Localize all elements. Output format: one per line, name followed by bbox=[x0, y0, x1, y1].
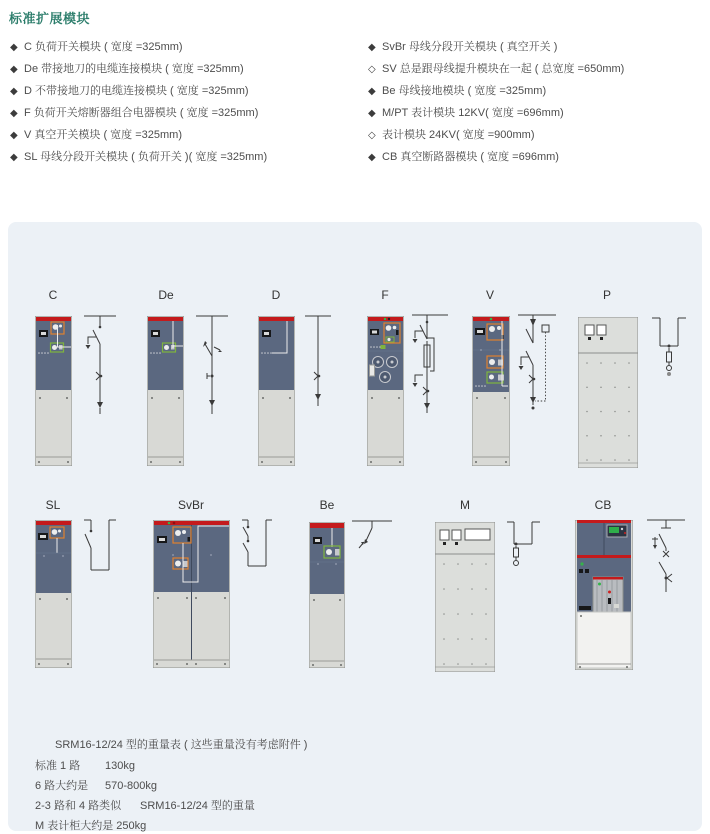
single-line-diagram-M bbox=[505, 520, 543, 570]
module-list-item-left-4 bbox=[10, 124, 360, 146]
cabinet-drawing-M bbox=[435, 522, 495, 672]
module-list-item-text: 表计模块 24KV( 宽度 =900mm) bbox=[382, 129, 535, 141]
cabinet-drawing-F bbox=[367, 316, 404, 466]
module-label-De: De bbox=[158, 288, 174, 302]
module-label-D: D bbox=[271, 288, 281, 302]
diamond-filled-icon: ◆ bbox=[368, 42, 376, 53]
diamond-hollow-icon: ◇ bbox=[368, 130, 376, 141]
diamond-filled-icon: ◆ bbox=[368, 152, 376, 163]
page-title: 标准扩展模块 bbox=[9, 11, 91, 26]
weight-table-line-3-value: SRM16-12/24 型的重量 bbox=[140, 800, 255, 812]
module-list-item-left-5 bbox=[10, 146, 360, 168]
module-list-item-right-3 bbox=[368, 102, 708, 124]
weight-table-line-3: 2-3 路和 4 路类似 bbox=[35, 800, 122, 812]
cabinet-drawing-C bbox=[35, 316, 72, 466]
module-list-item-text: C 负荷开关模块 ( 宽度 =325mm) bbox=[24, 41, 183, 53]
cabinet-drawing-CB bbox=[575, 520, 633, 670]
module-list-item-text: F 负荷开关熔断器组合电器模块 ( 宽度 =325mm) bbox=[24, 107, 259, 119]
single-line-diagram-F bbox=[410, 313, 450, 425]
weight-table-line-4: M 表计柜大约是 250kg bbox=[35, 820, 147, 832]
module-list-item-text: M/PT 表计模块 12KV( 宽度 =696mm) bbox=[382, 107, 564, 119]
module-list-item-text: De 带接地刀的电缆连接模块 ( 宽度 =325mm) bbox=[24, 63, 244, 75]
weight-table-line-2-value: 570-800kg bbox=[105, 780, 157, 792]
module-list-item-left-1 bbox=[10, 58, 360, 80]
module-label-F: F bbox=[381, 288, 389, 302]
module-list-item-left-3 bbox=[10, 102, 360, 124]
diamond-filled-icon: ◆ bbox=[10, 130, 18, 141]
diamond-filled-icon: ◆ bbox=[10, 152, 18, 163]
module-label-C: C bbox=[48, 288, 58, 302]
cabinet-drawing-Be bbox=[309, 522, 345, 668]
cabinet-drawing-V bbox=[472, 316, 510, 466]
diamond-filled-icon: ◆ bbox=[10, 42, 18, 53]
module-list-item-text: SV 总是跟母线提升模块在一起 ( 总宽度 =650mm) bbox=[382, 63, 625, 75]
diamond-filled-icon: ◆ bbox=[368, 108, 376, 119]
diamond-filled-icon: ◆ bbox=[10, 86, 18, 97]
module-label-SL: SL bbox=[45, 498, 61, 512]
single-line-diagram-V bbox=[516, 313, 558, 425]
module-list-item-left-2 bbox=[10, 80, 360, 102]
diamond-filled-icon: ◆ bbox=[10, 108, 18, 119]
diamond-filled-icon: ◆ bbox=[10, 64, 18, 75]
module-list-item-right-5 bbox=[368, 146, 708, 168]
single-line-diagram-SL bbox=[82, 518, 118, 580]
module-list-item-right-0 bbox=[368, 36, 708, 58]
module-list-item-text: Be 母线接地模块 ( 宽度 =325mm) bbox=[382, 85, 547, 97]
cabinet-drawing-P bbox=[578, 317, 638, 468]
module-label-CB: CB bbox=[594, 498, 612, 512]
module-list-item-text: V 真空开关模块 ( 宽度 =325mm) bbox=[24, 129, 182, 141]
cabinet-drawing-SvBr bbox=[153, 520, 230, 668]
cabinet-drawing-D bbox=[258, 316, 295, 466]
module-list-item-text: SvBr 母线分段开关模块 ( 真空开关 ) bbox=[382, 41, 558, 53]
module-list-item-right-1 bbox=[368, 58, 708, 80]
diamond-filled-icon: ◆ bbox=[368, 86, 376, 97]
module-list-right bbox=[368, 36, 708, 168]
module-list-item-text: CB 真空断路器模块 ( 宽度 =696mm) bbox=[382, 151, 559, 163]
single-line-diagram-CB bbox=[645, 518, 687, 596]
single-line-diagram-C bbox=[82, 314, 118, 422]
single-line-diagram-P bbox=[650, 316, 688, 388]
module-list-item-text: SL 母线分段开关模块 ( 负荷开关 )( 宽度 =325mm) bbox=[24, 151, 268, 163]
single-line-diagram-D bbox=[302, 314, 334, 414]
module-list-item-right-2 bbox=[368, 80, 708, 102]
weight-table-line-1: 标准 1 路 bbox=[35, 760, 81, 772]
diagram-panel bbox=[8, 222, 702, 831]
module-label-Be: Be bbox=[319, 498, 335, 512]
weight-table-line-1-value: 130kg bbox=[105, 760, 135, 772]
single-line-diagram-Be bbox=[350, 518, 394, 558]
module-list-item-right-4 bbox=[368, 124, 708, 146]
weight-table-line-0: SRM16-12/24 型的重量表 ( 这些重量没有考虑附件 ) bbox=[55, 739, 308, 751]
module-label-V: V bbox=[485, 288, 495, 302]
module-list-item-text: D 不带接地刀的电缆连接模块 ( 宽度 =325mm) bbox=[24, 85, 249, 97]
module-label-SvBr: SvBr bbox=[177, 498, 205, 512]
module-label-P: P bbox=[602, 288, 612, 302]
diamond-hollow-icon: ◇ bbox=[368, 64, 376, 75]
module-label-M: M bbox=[460, 498, 470, 512]
single-line-diagram-De bbox=[194, 314, 230, 422]
module-list-item-left-0 bbox=[10, 36, 360, 58]
weight-table-line-2: 6 路大约是 bbox=[35, 780, 89, 792]
cabinet-drawing-SL bbox=[35, 520, 72, 668]
module-list-left bbox=[10, 36, 360, 168]
cabinet-drawing-De bbox=[147, 316, 184, 466]
single-line-diagram-SvBr bbox=[240, 518, 274, 574]
